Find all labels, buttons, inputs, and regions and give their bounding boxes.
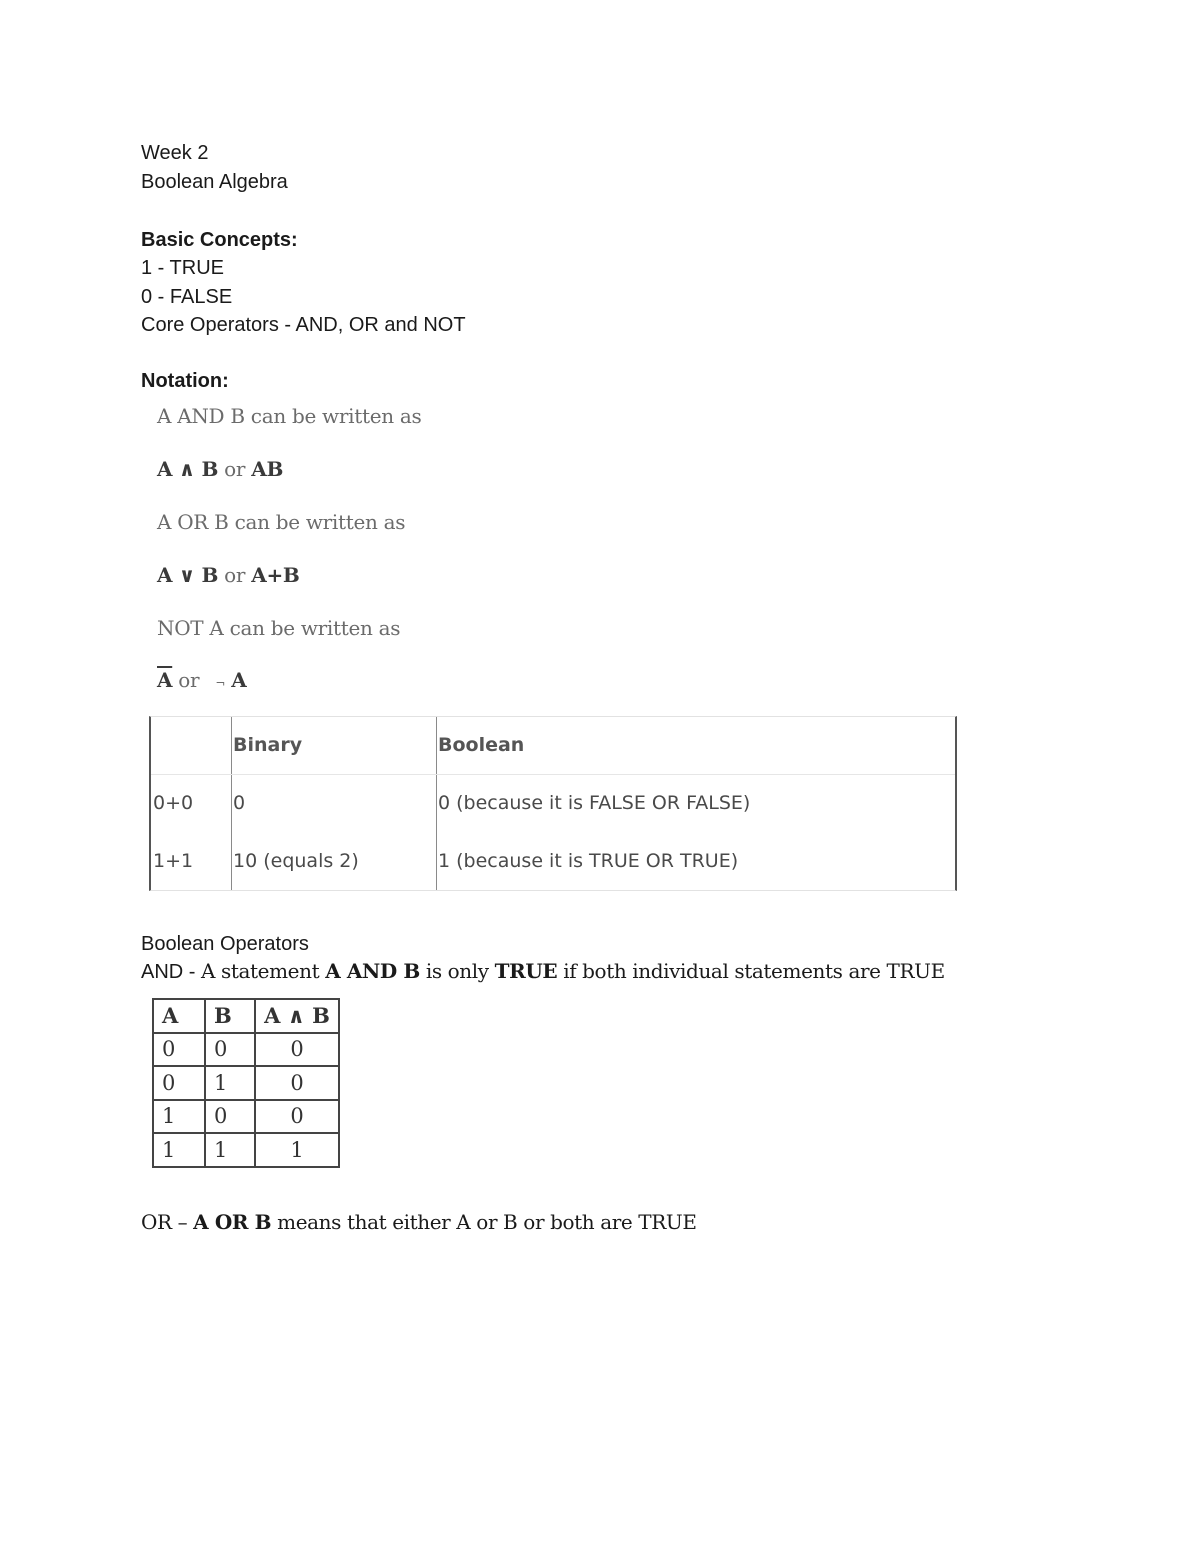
- truth-table-row: [153, 1033, 339, 1067]
- truth-cell-a: 0: [153, 1066, 205, 1100]
- not-symbol-icon: ¬: [215, 676, 226, 690]
- truth-table-row: [153, 1133, 339, 1167]
- truth-table-row: [153, 1066, 339, 1100]
- not-form-overbar: $\overline{A}$: [157, 668, 173, 692]
- table-cell-binary: 10 (equals 2): [233, 850, 359, 872]
- table-cell-expr: 1+1: [153, 850, 194, 872]
- truth-cell-result: 0: [255, 1100, 339, 1134]
- table-header-boolean: Boolean: [438, 734, 525, 756]
- truth-table-row: [153, 1100, 339, 1134]
- truth-cell-b: 1: [205, 1133, 255, 1167]
- or-form-vee: A ∨ B: [157, 563, 219, 587]
- and-operator-description: [141, 958, 945, 987]
- and-notation-forms: [157, 457, 283, 481]
- table-column-divider: [436, 717, 437, 890]
- and-form-or: or: [224, 457, 246, 481]
- boolean-operators-heading: Boolean Operators: [141, 933, 309, 955]
- and-form-wedge: A ∧ B: [157, 457, 219, 481]
- or-operator-description: [141, 1210, 697, 1234]
- topic-title: Boolean Algebra: [141, 171, 288, 193]
- or-desc-bold: A OR B: [193, 1210, 272, 1234]
- table-header-binary: Binary: [233, 734, 303, 756]
- concept-true: 1 - TRUE: [141, 257, 224, 279]
- not-form-neg: A: [231, 668, 247, 692]
- not-notation-forms: [157, 668, 246, 692]
- table-column-divider: [231, 717, 232, 890]
- and-desc-text: A statement: [201, 959, 326, 983]
- and-desc-text: if both individual statements are TRUE: [557, 959, 945, 983]
- or-desc-text: means that either A or B or both are TRUE: [271, 1210, 697, 1234]
- and-desc-text: is only: [419, 959, 495, 983]
- or-prefix: OR –: [141, 1210, 194, 1234]
- not-form-or: or: [178, 668, 200, 692]
- truth-cell-result: 1: [255, 1133, 339, 1167]
- truth-cell-b: 0: [205, 1100, 255, 1134]
- concept-false: 0 - FALSE: [141, 286, 233, 308]
- or-notation-forms: [157, 563, 300, 587]
- truth-cell-b: 1: [205, 1066, 255, 1100]
- truth-header-a: A: [153, 999, 205, 1033]
- table-cell-expr: 0+0: [153, 792, 194, 814]
- truth-cell-result: 0: [255, 1033, 339, 1067]
- and-notation-caption: A AND B can be written as: [157, 404, 422, 428]
- truth-table-header: [153, 999, 339, 1033]
- concept-core-operators: Core Operators - AND, OR and NOT: [141, 314, 466, 336]
- truth-cell-a: 0: [153, 1033, 205, 1067]
- table-header-rule: [151, 774, 955, 775]
- truth-cell-a: 1: [153, 1133, 205, 1167]
- and-desc: [201, 959, 945, 983]
- or-notation-caption: A OR B can be written as: [157, 510, 406, 534]
- table-cell-binary: 0: [233, 792, 246, 814]
- and-form-juxtapose: AB: [251, 457, 284, 481]
- or-form-plus: A+B: [251, 563, 300, 587]
- or-form-or: or: [224, 563, 246, 587]
- binary-boolean-table: [149, 716, 957, 891]
- truth-cell-result: 0: [255, 1066, 339, 1100]
- not-notation-caption: NOT A can be written as: [157, 616, 401, 640]
- and-truth-table: [152, 998, 340, 1168]
- truth-header-result: A ∧ B: [255, 999, 339, 1033]
- week-label: Week 2: [141, 142, 209, 164]
- notation-heading: Notation:: [141, 370, 229, 392]
- table-cell-boolean: 1 (because it is TRUE OR TRUE): [438, 850, 739, 872]
- basic-concepts-heading: Basic Concepts:: [141, 229, 298, 251]
- and-desc-bold: TRUE: [494, 959, 558, 983]
- table-cell-boolean: 0 (because it is FALSE OR FALSE): [438, 792, 751, 814]
- truth-header-b: B: [205, 999, 255, 1033]
- truth-cell-b: 0: [205, 1033, 255, 1067]
- truth-cell-a: 1: [153, 1100, 205, 1134]
- and-prefix: AND -: [141, 961, 201, 983]
- and-desc-bold: A AND B: [325, 959, 420, 983]
